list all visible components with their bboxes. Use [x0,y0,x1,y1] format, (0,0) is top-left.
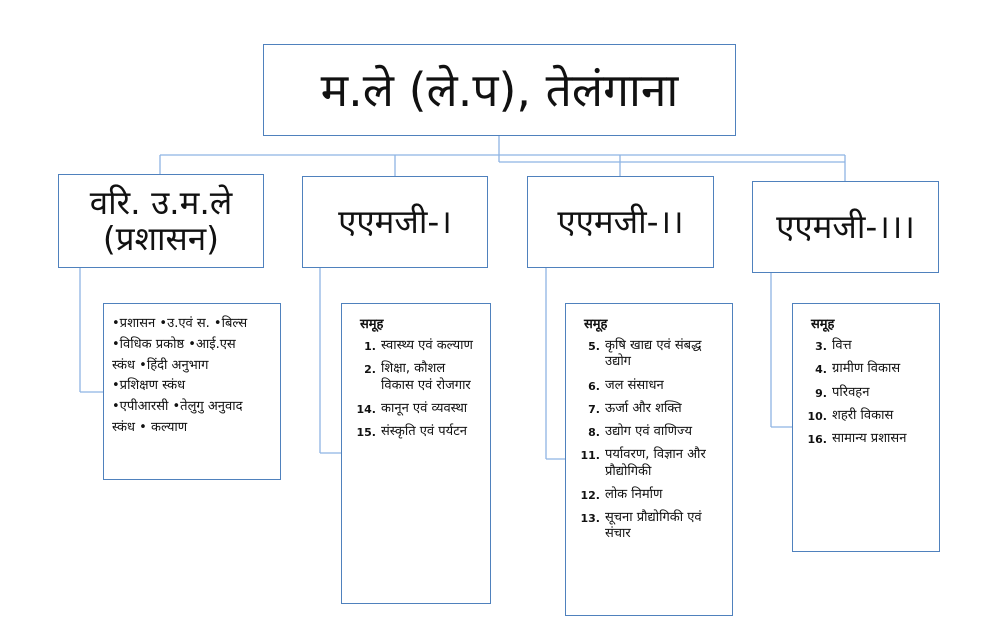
branch-amg2-label: एएमजी-।। [557,201,684,241]
list-item [574,338,724,371]
list-item [801,338,931,354]
admin-line: •एपीआरसी •तेलुगु अनुवाद [112,399,243,415]
item-text: ग्रामीण विकास [832,361,901,377]
branch-amg2-heading [527,176,714,268]
branch-amg3-heading [752,181,939,273]
item-number: 1. [364,340,376,353]
root-title: म.ले (ले.प), तेलंगाना [320,62,679,117]
item-number: 7. [588,402,600,416]
item-text: शहरी विकास [832,407,894,423]
list-item [350,401,482,417]
item-number: 16. [807,433,827,446]
list-item [350,338,482,354]
list-item [801,431,931,447]
list-item [350,424,482,440]
list-item [801,385,931,401]
branch-admin-line1: वरि. उ.म.ले [89,182,233,222]
item-text: लोक निर्माण [605,486,663,502]
list-item [574,487,724,503]
item-text: जल संसाधन [605,377,664,393]
admin-line: •प्रशिक्षण स्कंध [112,378,186,394]
branch-admin-heading [58,174,264,268]
item-number: 11. [580,449,600,463]
list-item [574,510,724,543]
item-number: 6. [588,379,600,393]
item-text: स्वास्थ्य एवं कल्याण [381,338,473,353]
item-text: परिवहन [832,384,870,400]
item-text: कानून एवं व्यवस्था [381,400,468,416]
admin-line: •विधिक प्रकोष्ठ •आई.एस [112,336,236,352]
admin-line: •प्रशासन •उ.एवं स. •बिल्स [112,316,248,331]
item-text: उद्योग एवं वाणिज्य [605,424,693,439]
admin-line: स्कंध •हिंदी अनुभाग [112,357,209,373]
admin-panel [103,303,281,480]
item-text: संस्कृति एवं पर्यटन [381,424,467,439]
item-number: 10. [807,409,827,423]
list-item [574,424,724,440]
amg1-panel [341,303,491,604]
item-text: ऊर्जा और शक्ति [605,400,682,416]
amg3-panel [792,303,940,552]
root-node [263,44,736,136]
item-text: कृषि खाद्य एवं संबद्ध उद्योग [605,338,702,370]
list-item [801,361,931,377]
item-number: 3. [815,340,827,353]
list-item [350,361,482,394]
admin-line: स्कंध • कल्याण [112,419,188,435]
item-text: सामान्य प्रशासन [832,431,907,446]
item-number: 2. [364,363,376,377]
item-text: वित्त [832,338,852,353]
item-number: 4. [815,363,827,377]
item-number: 9. [815,386,827,400]
item-text: शिक्षा, कौशल विकास एवं रोजगार [381,361,471,393]
item-number: 15. [356,426,376,439]
list-item [574,378,724,394]
branch-amg3-label: एएमजी-।।। [776,206,915,246]
item-number: 13. [580,512,600,525]
amg2-panel [565,303,733,616]
branch-amg1-label: एएमजी-। [338,201,452,241]
list-item [574,401,724,417]
amg3-panel-title: समूह [811,317,835,332]
branch-admin-line2: (प्रशासन) [102,219,220,258]
amg2-panel-title: समूह [584,317,608,332]
item-number: 8. [588,426,600,439]
item-number: 12. [580,488,600,502]
amg1-panel-title: समूह [360,317,384,332]
item-number: 5. [588,340,600,353]
list-item [801,408,931,424]
list-item [574,447,724,480]
item-number: 14. [356,402,376,416]
item-text: पर्यावरण, विज्ञान और प्रौद्योगिकी [605,447,706,479]
branch-amg1-heading [302,176,488,268]
item-text: सूचना प्रौद्योगिकी एवं संचार [605,510,702,542]
